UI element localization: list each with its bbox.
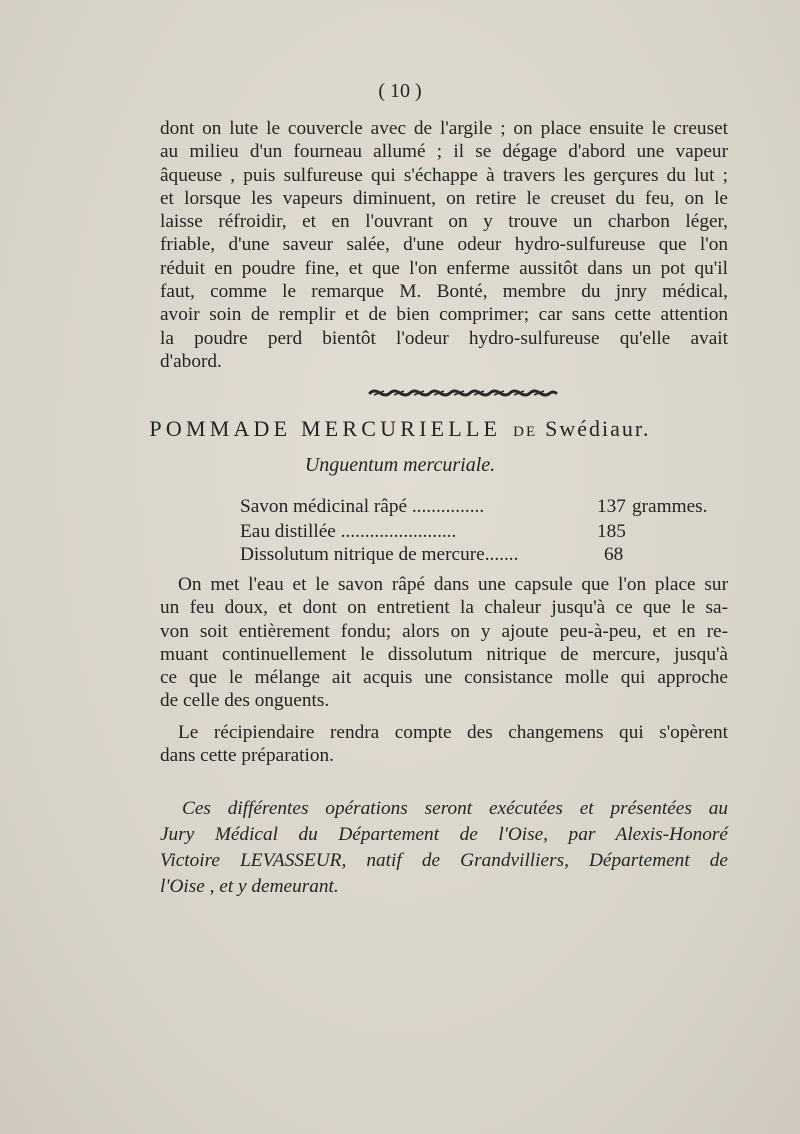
text-line: de celle des onguents. [160,690,330,712]
ingredient-name: Dissolutum nitrique de mercure....... [240,544,519,565]
latin-subtitle: Unguentum mercuriale. [304,454,496,476]
text-line: avoir soin de remplir et de bien comprimer; car sans cette attention [160,304,728,326]
paragraph-3 [160,721,728,768]
text-line: et lorsque les vapeurs diminuent, on retire le creuset du feu, on le [160,187,728,209]
text-line: On met l'eau et le savon râpé dans une capsule que l'on place sur [178,574,728,595]
recipe-row [240,521,456,543]
text-line: faut, comme le remarque M. Bonté, membre du jnry médical, [160,281,728,303]
text-line: l'Oise , et y demeurant. [160,876,339,897]
ornament-divider [368,386,558,400]
paragraph-2 [160,573,728,713]
text-line: âqueuse , puis sulfureuse qui s'échappe à travers les gerçures du lut ; [160,164,728,186]
paragraph-1 [160,117,728,373]
text-line: Victoire LEVASSEUR, natif de Grandvilliers, Département de [160,850,728,871]
closing-paragraph [160,796,728,900]
text-line: dans cette préparation. [160,745,334,767]
page-number: ( 10 ) [378,80,422,102]
text-line: d'abord. [160,350,222,372]
section-heading [0,416,800,442]
ingredient-qty: 68 [604,544,624,565]
ingredient-name: Savon médicinal râpé ............... [240,496,485,517]
text-line: la poudre perd bientôt l'odeur hydro-sulfureuse qu'elle avait [160,327,728,349]
heading-de: DE [513,424,538,440]
ingredient-unit: grammes. [632,496,708,517]
text-line: Jury Médical du Département de l'Oise, par Alexis-Honoré [160,824,728,845]
text-line: friable, d'une saveur salée, d'une odeur hydro-sulfureuse que l'on [160,234,728,256]
recipe-row [240,544,518,566]
text-line: réduit en poudre fine, et que l'on enferme aussitôt dans un pot qu'il [160,257,728,279]
text-line: un feu doux, et dont on entretient la chaleur jusqu'à ce que le sa- [160,597,728,619]
text-line: dont on lute le couvercle avec de l'argile ; on place ensuite le creuset [160,118,728,139]
ingredient-qty: 185 [597,521,626,542]
recipe-row [240,496,484,518]
heading-main: POMMADE MERCURIELLE [149,416,502,441]
text-line: Le récipiendaire rendra compte des changemens qui s'opèrent [178,722,728,743]
text-line: von soit entièrement fondu; alors on y ajoute peu-à-peu, et en re- [160,620,728,642]
text-line: au milieu d'un fourneau allumé ; il se dégage d'abord une vapeur [160,141,728,163]
ingredient-name: Eau distillée ........................ [240,521,457,542]
text-line: ce que le mélange ait acquis une consistance molle qui approche [160,667,728,689]
text-line: muant continuellement le dissolutum nitrique de mercure, jusqu'à [160,643,728,665]
text-line: laisse réfroidir, et en l'ouvrant on y trouve un charbon léger, [160,211,728,233]
text-line: Ces différentes opérations seront exécutées et présentées au [182,798,728,819]
heading-author: Swédiaur. [545,416,651,441]
ingredient-qty: 137 [597,496,626,517]
